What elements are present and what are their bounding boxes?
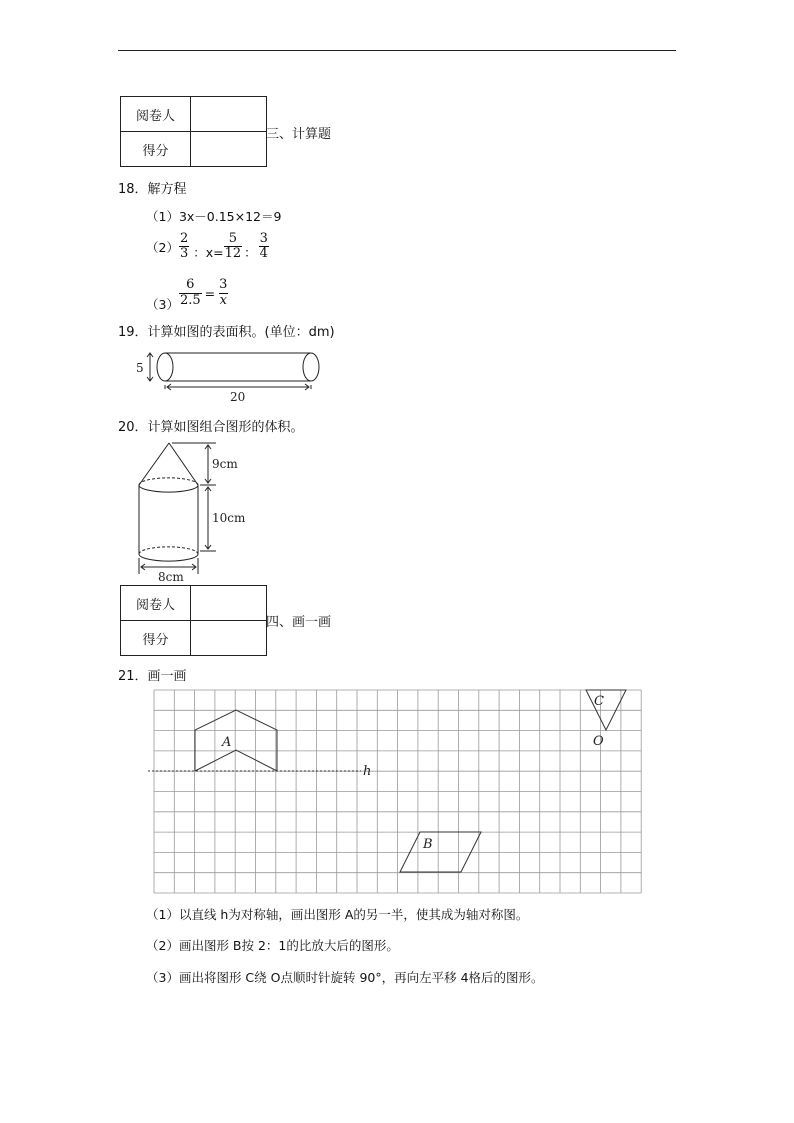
grader-blank[interactable]	[191, 586, 267, 621]
part-2-prefix: （2）	[146, 239, 179, 255]
dim-diameter-label: 8cm	[158, 570, 184, 584]
score-label: 得分	[121, 621, 191, 656]
drawing-grid-figure	[148, 684, 658, 899]
question-18-part-2	[146, 232, 269, 262]
task-3: （3）画出将图形 C绕 O点顺时针旋转 90°，再向左平移 4格后的图形。	[146, 970, 544, 985]
denominator: 3	[179, 246, 189, 262]
fraction	[224, 232, 243, 262]
ratio-colon: ：x=	[193, 244, 224, 260]
score-blank[interactable]	[191, 621, 267, 656]
equals-sign: =	[204, 285, 216, 301]
dim-cone-height-label: 9cm	[212, 457, 238, 471]
label-a: A	[222, 735, 232, 750]
cylinder-right-face	[303, 353, 319, 381]
score-label: 得分	[121, 132, 191, 167]
grader-label: 阅卷人	[121, 97, 191, 132]
cylinder-figure	[130, 345, 330, 405]
fraction	[179, 278, 202, 308]
question-18-part-1: （1）3x－0.15×12＝9	[146, 209, 282, 224]
section-title: 三、计算题	[266, 127, 332, 142]
ratio-colon: ：	[244, 244, 257, 260]
cylinder-left-face	[157, 353, 173, 381]
question-18-part-3	[146, 273, 228, 313]
denominator: 4	[259, 246, 268, 262]
label-h: h	[363, 764, 372, 779]
label-c: C	[594, 694, 604, 709]
grader-label: 阅卷人	[121, 586, 191, 621]
dim-cyl-height-label: 10cm	[212, 511, 246, 525]
question-21-stem: 21．画一画	[118, 669, 187, 684]
question-19-stem: 19．计算如图的表面积。(单位：dm)	[118, 325, 335, 340]
numerator: 6	[186, 277, 195, 293]
label-o: O	[593, 734, 604, 749]
denominator: x	[219, 292, 227, 308]
grader-blank[interactable]	[191, 97, 267, 132]
grid-lines	[154, 690, 641, 893]
numerator: 3	[259, 231, 268, 246]
dim-length-label: 20	[230, 390, 246, 404]
score-blank[interactable]	[191, 132, 267, 167]
dim-diameter-label: 5	[136, 361, 144, 375]
fraction	[218, 278, 228, 308]
grader-score-table	[120, 96, 267, 167]
fraction	[179, 232, 189, 262]
shape-a	[195, 710, 277, 771]
shape-a-inner	[195, 750, 277, 771]
fraction	[259, 232, 269, 262]
numerator: 2	[179, 231, 189, 246]
denominator: 2.5	[179, 292, 201, 308]
numerator: 5	[228, 231, 238, 246]
label-b: B	[423, 837, 433, 852]
part-3-prefix: （3）	[146, 297, 179, 312]
task-2: （2）画出图形 B按 2：1的比放大后的图形。	[146, 938, 399, 953]
cone-cylinder-figure	[130, 440, 270, 585]
task-1: （1）以直线 h为对称轴，画出图形 A的另一半，使其成为轴对称图。	[146, 907, 529, 922]
grader-score-table	[120, 585, 267, 656]
numerator: 3	[219, 277, 228, 293]
denominator: 12	[224, 246, 242, 262]
header-rule	[118, 50, 676, 51]
question-18-stem: 18．解方程	[118, 182, 187, 197]
section-title: 四、画一画	[266, 615, 332, 630]
question-20-stem: 20．计算如图组合图形的体积。	[118, 420, 304, 435]
